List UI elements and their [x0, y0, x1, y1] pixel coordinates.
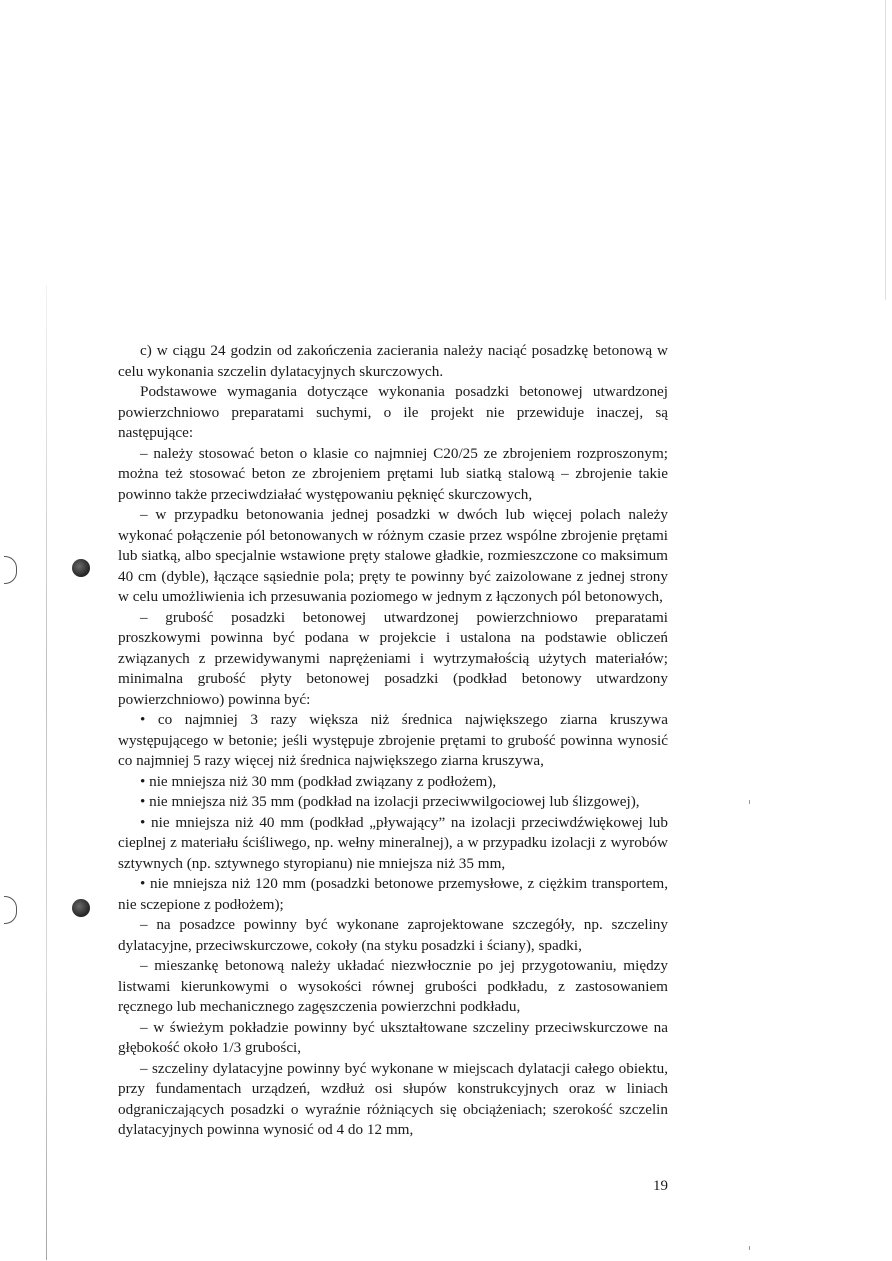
binder-ring-icon [4, 896, 17, 924]
bullet-item: • nie mniejsza niż 40 mm (podkład „pływający” na izolacji przeciwdźwiękowej lub cieplnej z materiału ściśliwego, np. wełny mineralnej), a w przypadku izolacji z wyrobów sztywnych (np. sztywnego styropianu) nie mniejsza niż 35 mm, [118, 813, 668, 872]
bullet-item: • co najmniej 3 razy większa niż średnica największego ziarna kruszywa występującego w betonie; jeśli występuje zbrojenie prętami to grubość powinna wynosić co najmniej 5 razy więcej niż średnica największego ziarna kruszywa, [118, 711, 668, 769]
binder-ring-icon [4, 556, 17, 584]
bullet-item: • nie mniejsza niż 30 mm (podkład związany z podłożem), [140, 772, 497, 790]
page-number: 19 [653, 1178, 668, 1194]
punch-hole-icon [72, 559, 90, 577]
list-item: – mieszankę betonową należy układać niezwłocznie po jej przygotowaniu, między listwami kierunkowymi o wysokości równej grubości podkładu, z zastosowaniem ręcznego lub mechanicznego zagęszczenia powierzchni podkładu, [118, 957, 668, 1015]
paragraph: Podstawowe wymagania dotyczące wykonania posadzki betonowej utwardzonej powierzchniowo preparatami suchymi, o ile projekt nie przewiduje inaczej, są następujące: [118, 383, 668, 441]
list-item: – należy stosować beton o klasie co najmniej C20/25 ze zbrojeniem rozproszonym; można też stosować beton ze zbrojeniem prętami lub siatką stalową – zbrojenie takie powinno także przeciwdziałać występowaniu pęknięć skurczowych, [118, 444, 668, 503]
bullet-item: • nie mniejsza niż 120 mm (posadzki betonowe przemysłowe, z ciężkim transportem, nie sczepione z podłożem); [118, 875, 668, 913]
scan-right-edge [885, 0, 886, 300]
list-item: – na posadzce powinny być wykonane zaprojektowane szczegóły, np. szczeliny dylatacyjne, przeciwskurczowe, cokoły (na styku posadzki i ściany), spadki, [118, 916, 668, 954]
list-item: – grubość posadzki betonowej utwardzonej powierzchniowo preparatami proszkowymi powinna być podana w projekcie i ustalona na podstawie obliczeń związanych z przewidywanymi naprężeniami i wytrzymałością użytych materiałów; minimalna grubość płyty betonowej posadzki (podkład betonowy utwardzony powierzchniowo) powinna być: [118, 608, 668, 708]
body-text [118, 341, 668, 1141]
list-item: – w świeżym pokładzie powinny być ukształtowane szczeliny przeciwskurczowe na głębokość około 1/3 grubości, [118, 1018, 668, 1056]
punch-hole-icon [72, 899, 90, 917]
list-item: – szczeliny dylatacyjne powinny być wykonane w miejscach dylatacji całego obiektu, przy fundamentach urządzeń, wzdłuż osi słupów konstrukcyjnych oraz w liniach odgraniczających posadzki o wyraźnie różniących się obciążeniach; szerokość szczelin dylatacyjnych powinna wynosić od 4 do 12 mm, [118, 1059, 668, 1138]
list-item: – w przypadku betonowania jednej posadzki w dwóch lub więcej polach należy wykonać połączenie pól betonowanych w różnym czasie przez wspólne zbrojenie prętami lub siatką, albo specjalnie wstawione pręty stalowe gładkie, rozmieszczone co maksimum 40 cm (dyble), łączące sąsiednie pola; pręty te powinny być zaizolowane z jednej strony w celu umożliwienia ich przesuwania poziomego w jednym z łączonych pól betonowych, [118, 506, 668, 605]
paragraph: c) w ciągu 24 godzin od zakończenia zacierania należy naciąć posadzkę betonową w celu wykonania szczelin dylatacyjnych skurczowych. [118, 342, 668, 380]
scan-speck [749, 800, 750, 804]
scan-speck [749, 1246, 750, 1250]
bullet-item: • nie mniejsza niż 35 mm (podkład na izolacji przeciwwilgociowej lub ślizgowej), [140, 793, 640, 810]
scan-left-edge [46, 285, 47, 1260]
